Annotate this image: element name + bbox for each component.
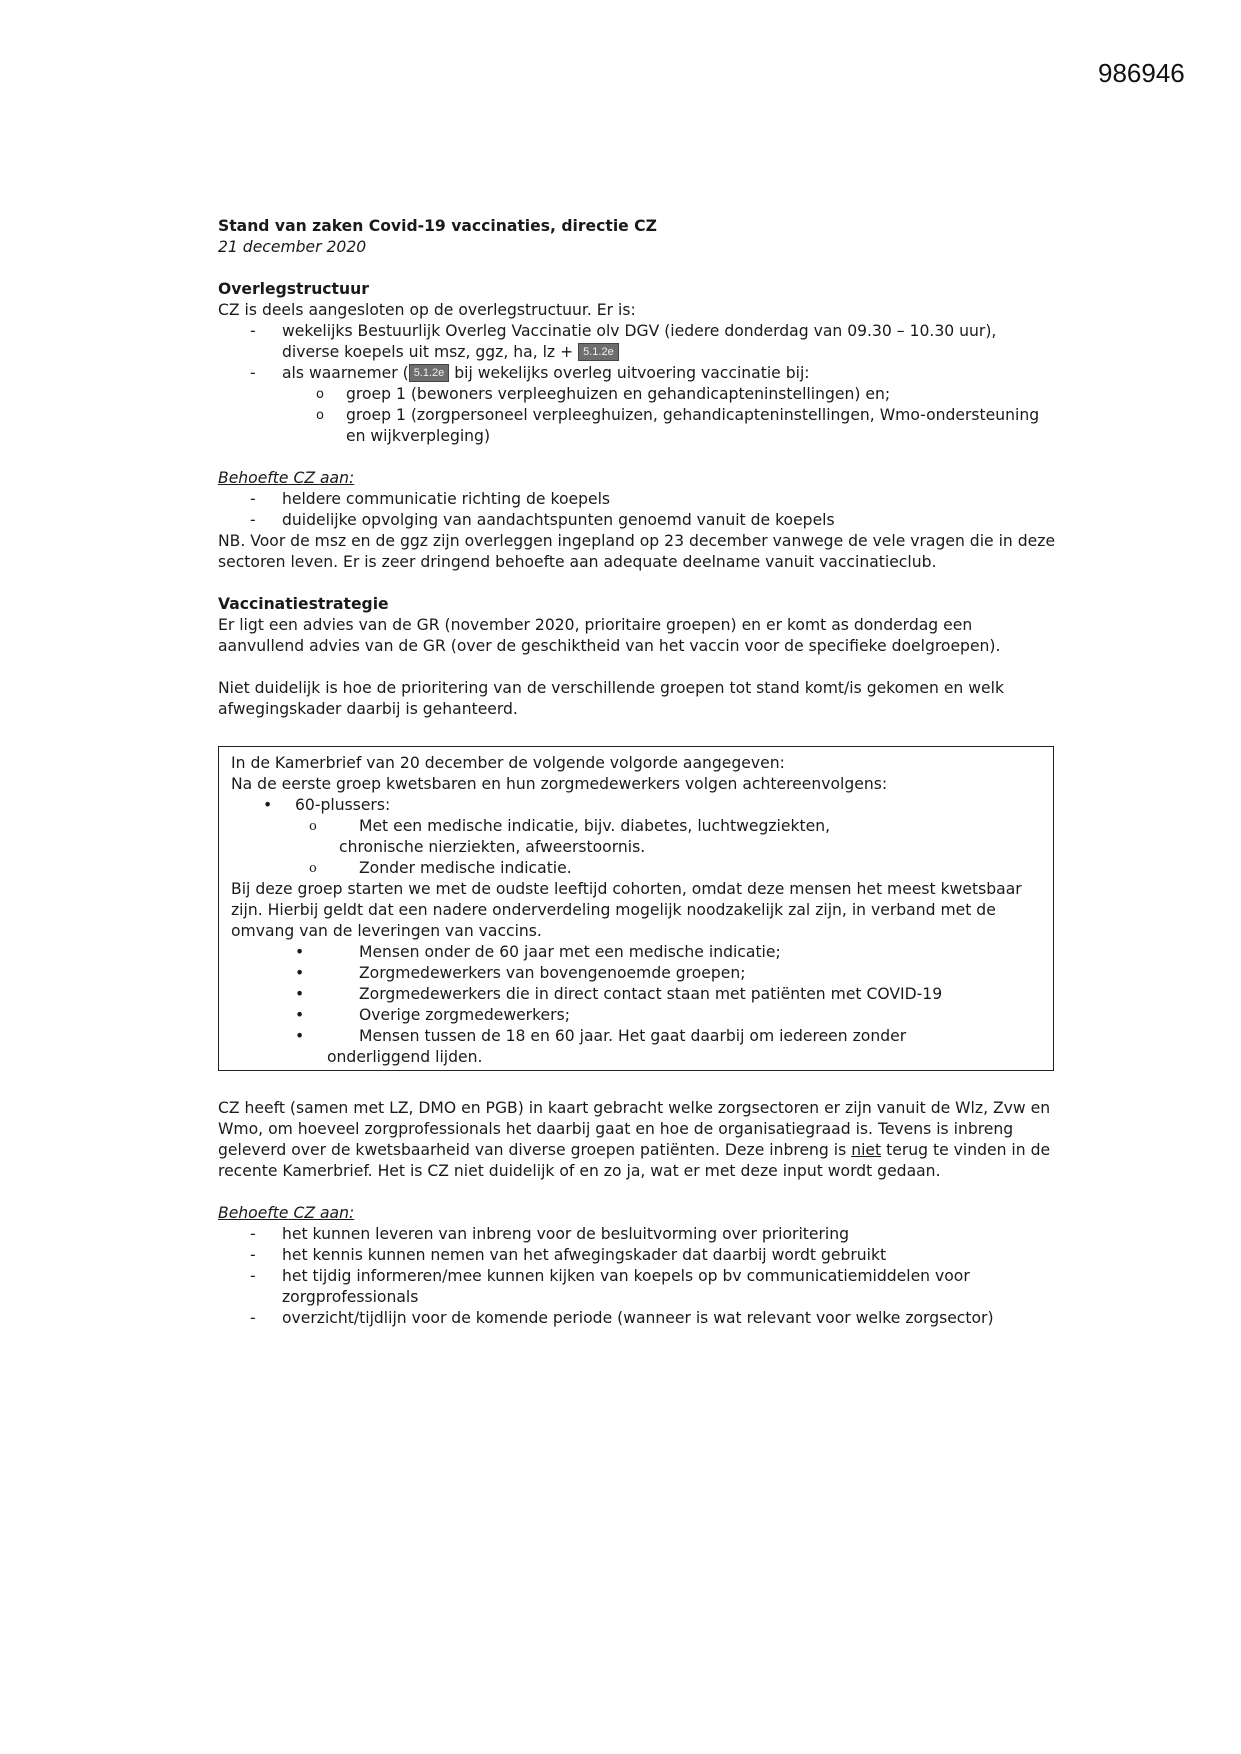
list-item <box>231 816 1041 858</box>
heading-behoefte-1: Behoefte CZ aan: <box>218 469 355 487</box>
redaction-mark: 5.1.2e <box>409 364 450 382</box>
behoefte-2-list <box>218 1224 1058 1329</box>
list-item <box>218 321 1058 363</box>
box-last-a: Mensen tussen de 18 en 60 jaar. Het gaat daarbij om iedereen zonder <box>359 1027 907 1045</box>
overleg-sublist <box>218 384 1058 447</box>
list-item <box>231 1026 1041 1068</box>
kamerbrief-box <box>218 746 1054 1071</box>
box-line-1: In de Kamerbrief van 20 december de volgende volgorde aangegeven: <box>231 754 785 772</box>
list-item: - duidelijke opvolging van aandachtspunten genoemd vanuit de koepels <box>218 510 1058 531</box>
list-item: - het kennis kunnen nemen van het afwegingskader dat daarbij wordt gebruikt <box>218 1245 1058 1266</box>
list-item: o groep 1 (zorgpersoneel verpleeghuizen, gehandicapteninstellingen, Wmo-ondersteuning en wijkverpleging) <box>218 405 1058 447</box>
document-date: 21 december 2020 <box>218 238 367 256</box>
list-item: • Zorgmedewerkers die in direct contact staan met patiënten met COVID-19 <box>231 984 1041 1005</box>
document-title: Stand van zaken Covid-19 vaccinaties, directie CZ <box>218 217 657 235</box>
box-sub-1a: Met een medische indicatie, bijv. diabetes, luchtwegziekten, <box>359 817 831 835</box>
overleg-intro: CZ is deels aangesloten op de overlegstructuur. Er is: <box>218 301 636 319</box>
heading-vaccinatiestrategie: Vaccinatiestrategie <box>218 595 389 613</box>
list-item: o Zonder medische indicatie. <box>231 858 1041 879</box>
heading-behoefte-2: Behoefte CZ aan: <box>218 1204 355 1222</box>
box-line-2: Na de eerste groep kwetsbaren en hun zorgmedewerkers volgen achtereenvolgens: <box>231 775 888 793</box>
cz-paragraph-b: terug te vinden in de recente Kamerbrief. Het is CZ niet duidelijk of en zo ja, wat er met deze input wordt gedaan. <box>218 1141 1051 1180</box>
strategie-paragraph-2: Niet duidelijk is hoe de prioritering van de verschillende groepen tot stand komt/is gekomen en welk afwegingskader daarbij is gehanteerd. <box>218 679 1004 718</box>
cz-paragraph <box>218 1098 1058 1182</box>
list-item: • Overige zorgmedewerkers; <box>231 1005 1041 1026</box>
document-body <box>218 216 1058 1329</box>
box-sub-1b: chronische nierziekten, afweerstoornis. <box>339 838 646 856</box>
cz-paragraph-a: CZ heeft (samen met LZ, DMO en PGB) in kaart gebracht welke zorgsectoren er zijn vanuit de Wlz, Zvw en Wmo, om hoeveel zorgprofessionals het daarbij gaat en hoe de organisatiegraad is. Tevens is inbreng geleverd over de kwetsbaarheid van diverse groepen patiënten. Deze inbreng is <box>218 1099 1051 1159</box>
list-item: - heldere communicatie richting de koepels <box>218 489 1058 510</box>
overleg-list <box>218 321 1058 384</box>
list-item: - het tijdig informeren/mee kunnen kijken van koepels op bv communicatiemiddelen voor zorgprofessionals <box>218 1266 1058 1308</box>
behoefte-1-note: NB. Voor de msz en de ggz zijn overleggen ingepland op 23 december vanwege de vele vragen die in deze sectoren leven. Er is zeer dringend behoefte aan adequate deelname vanuit vaccinatieclub. <box>218 532 1056 571</box>
overleg-item-2b: bij wekelijks overleg uitvoering vaccinatie bij: <box>454 364 810 382</box>
box-last-b: onderliggend lijden. <box>327 1048 483 1066</box>
heading-overlegstructuur: Overlegstructuur <box>218 280 369 298</box>
list-item: - het kunnen leveren van inbreng voor de besluitvorming over prioritering <box>218 1224 1058 1245</box>
box-paragraph: Bij deze groep starten we met de oudste leeftijd cohorten, omdat deze mensen het meest kwetsbaar zijn. Hierbij geldt dat een nadere onderverdeling mogelijk noodzakelijk zal zijn, in verband met de omvang van de leveringen van vaccins. <box>231 880 1022 940</box>
box-bullet-list <box>231 795 1041 816</box>
list-item <box>218 363 1058 384</box>
document-number: 986946 <box>1098 58 1185 88</box>
list-item: • 60-plussers: <box>231 795 1041 816</box>
overleg-item-1: wekelijks Bestuurlijk Overleg Vaccinatie olv DGV (iedere donderdag van 09.30 – 10.30 uur), diverse koepels uit msz, ggz, ha, lz + <box>282 322 997 361</box>
list-item: o groep 1 (bewoners verpleeghuizen en gehandicapteninstellingen) en; <box>218 384 1058 405</box>
box-priority-list <box>231 942 1041 1068</box>
box-sublist <box>231 816 1041 879</box>
list-item: - overzicht/tijdlijn voor de komende periode (wanneer is wat relevant voor welke zorgsector) <box>218 1308 1058 1329</box>
cz-paragraph-niet: niet <box>851 1141 882 1159</box>
behoefte-1-list <box>218 489 1058 531</box>
list-item: • Mensen onder de 60 jaar met een medische indicatie; <box>231 942 1041 963</box>
redaction-mark: 5.1.2e <box>578 343 619 361</box>
list-item: • Zorgmedewerkers van bovengenoemde groepen; <box>231 963 1041 984</box>
overleg-item-2a: als waarnemer ( <box>282 364 409 382</box>
strategie-paragraph-1: Er ligt een advies van de GR (november 2020, prioritaire groepen) en er komt as donderdag een aanvullend advies van de GR (over de geschiktheid van het vaccin voor de specifieke doelgroepen). <box>218 616 1001 655</box>
